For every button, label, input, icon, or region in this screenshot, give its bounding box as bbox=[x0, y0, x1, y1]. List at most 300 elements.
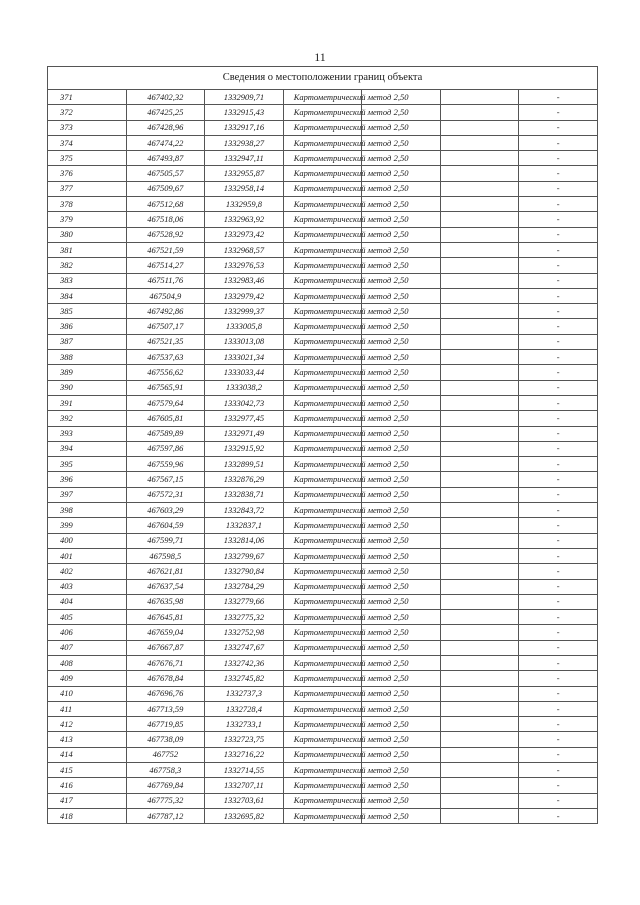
method-cell: Картометрический метод bbox=[283, 105, 362, 120]
empty-cell-cell bbox=[440, 350, 519, 365]
table-row bbox=[48, 594, 598, 609]
table-row bbox=[48, 304, 598, 319]
empty-cell-cell bbox=[440, 151, 519, 166]
empty-cell-cell bbox=[440, 671, 519, 686]
table-body bbox=[48, 67, 598, 824]
method-cell: Картометрический метод bbox=[283, 90, 362, 105]
point-number-cell: 387 bbox=[48, 334, 127, 349]
precision-cell: 2,50 bbox=[362, 90, 441, 105]
note-cell: - bbox=[519, 319, 598, 334]
precision-cell: 2,50 bbox=[362, 120, 441, 135]
point-number-cell: 378 bbox=[48, 197, 127, 212]
coord-x-cell: 467511,76 bbox=[126, 273, 205, 288]
precision-cell: 2,50 bbox=[362, 426, 441, 441]
method-cell: Картометрический метод bbox=[283, 457, 362, 472]
empty-cell-cell bbox=[440, 304, 519, 319]
empty-cell-cell bbox=[440, 365, 519, 380]
coord-y-cell: 1332775,32 bbox=[205, 610, 284, 625]
method-cell: Картометрический метод bbox=[283, 365, 362, 380]
note-cell: - bbox=[519, 380, 598, 395]
table-row bbox=[48, 411, 598, 426]
coord-x-cell: 467678,84 bbox=[126, 671, 205, 686]
table-row bbox=[48, 625, 598, 640]
empty-cell-cell bbox=[440, 227, 519, 242]
note-cell: - bbox=[519, 564, 598, 579]
empty-cell-cell bbox=[440, 717, 519, 732]
note-cell: - bbox=[519, 304, 598, 319]
empty-cell-cell bbox=[440, 273, 519, 288]
table-row bbox=[48, 610, 598, 625]
coord-y-cell: 1332843,72 bbox=[205, 503, 284, 518]
note-cell: - bbox=[519, 579, 598, 594]
precision-cell: 2,50 bbox=[362, 288, 441, 303]
coord-y-cell: 1332983,46 bbox=[205, 273, 284, 288]
precision-cell: 2,50 bbox=[362, 594, 441, 609]
precision-cell: 2,50 bbox=[362, 411, 441, 426]
coord-y-cell: 1332963,92 bbox=[205, 212, 284, 227]
note-cell: - bbox=[519, 487, 598, 502]
empty-cell-cell bbox=[440, 319, 519, 334]
method-cell: Картометрический метод bbox=[283, 548, 362, 563]
method-cell: Картометрический метод bbox=[283, 288, 362, 303]
empty-cell-cell bbox=[440, 763, 519, 778]
coord-x-cell: 467758,3 bbox=[126, 763, 205, 778]
precision-cell: 2,50 bbox=[362, 548, 441, 563]
method-cell: Картометрический метод bbox=[283, 304, 362, 319]
precision-cell: 2,50 bbox=[362, 441, 441, 456]
point-number-cell: 397 bbox=[48, 487, 127, 502]
method-cell: Картометрический метод bbox=[283, 411, 362, 426]
empty-cell-cell bbox=[440, 120, 519, 135]
method-cell: Картометрический метод bbox=[283, 273, 362, 288]
method-cell: Картометрический метод bbox=[283, 242, 362, 257]
coord-x-cell: 467645,81 bbox=[126, 610, 205, 625]
empty-cell-cell bbox=[440, 472, 519, 487]
method-cell: Картометрический метод bbox=[283, 701, 362, 716]
table-row bbox=[48, 457, 598, 472]
table-row bbox=[48, 640, 598, 655]
point-number-cell: 376 bbox=[48, 166, 127, 181]
coord-x-cell: 467474,22 bbox=[126, 135, 205, 150]
coord-x-cell: 467676,71 bbox=[126, 655, 205, 670]
coord-y-cell: 1333038,2 bbox=[205, 380, 284, 395]
precision-cell: 2,50 bbox=[362, 319, 441, 334]
page-number: 11 bbox=[314, 50, 326, 64]
method-cell: Картометрический метод bbox=[283, 778, 362, 793]
note-cell: - bbox=[519, 594, 598, 609]
coord-y-cell: 1332737,3 bbox=[205, 686, 284, 701]
point-number-cell: 403 bbox=[48, 579, 127, 594]
method-cell: Картометрический метод bbox=[283, 120, 362, 135]
note-cell: - bbox=[519, 365, 598, 380]
method-cell: Картометрический метод bbox=[283, 518, 362, 533]
precision-cell: 2,50 bbox=[362, 655, 441, 670]
coord-y-cell: 1332959,8 bbox=[205, 197, 284, 212]
coord-x-cell: 467579,64 bbox=[126, 395, 205, 410]
empty-cell-cell bbox=[440, 457, 519, 472]
table-row bbox=[48, 273, 598, 288]
table-row bbox=[48, 763, 598, 778]
table-row bbox=[48, 181, 598, 196]
precision-cell: 2,50 bbox=[362, 686, 441, 701]
note-cell: - bbox=[519, 227, 598, 242]
coord-y-cell: 1332915,43 bbox=[205, 105, 284, 120]
precision-cell: 2,50 bbox=[362, 793, 441, 808]
note-cell: - bbox=[519, 181, 598, 196]
note-cell: - bbox=[519, 350, 598, 365]
note-cell: - bbox=[519, 671, 598, 686]
note-cell: - bbox=[519, 457, 598, 472]
note-cell: - bbox=[519, 441, 598, 456]
note-cell: - bbox=[519, 395, 598, 410]
empty-cell-cell bbox=[440, 747, 519, 762]
table-row bbox=[48, 395, 598, 410]
method-cell: Картометрический метод bbox=[283, 579, 362, 594]
precision-cell: 2,50 bbox=[362, 242, 441, 257]
note-cell: - bbox=[519, 426, 598, 441]
point-number-cell: 379 bbox=[48, 212, 127, 227]
coord-y-cell: 1332971,49 bbox=[205, 426, 284, 441]
coord-x-cell: 467637,54 bbox=[126, 579, 205, 594]
empty-cell-cell bbox=[440, 426, 519, 441]
point-number-cell: 407 bbox=[48, 640, 127, 655]
precision-cell: 2,50 bbox=[362, 258, 441, 273]
coord-y-cell: 1332876,29 bbox=[205, 472, 284, 487]
table-row bbox=[48, 548, 598, 563]
point-number-cell: 380 bbox=[48, 227, 127, 242]
precision-cell: 2,50 bbox=[362, 334, 441, 349]
note-cell: - bbox=[519, 655, 598, 670]
coord-x-cell: 467599,71 bbox=[126, 533, 205, 548]
point-number-cell: 411 bbox=[48, 701, 127, 716]
table-row bbox=[48, 808, 598, 823]
precision-cell: 2,50 bbox=[362, 640, 441, 655]
table-row bbox=[48, 227, 598, 242]
table-row bbox=[48, 319, 598, 334]
coord-y-cell: 1333033,44 bbox=[205, 365, 284, 380]
empty-cell-cell bbox=[440, 610, 519, 625]
empty-cell-cell bbox=[440, 640, 519, 655]
coord-x-cell: 467597,86 bbox=[126, 441, 205, 456]
precision-cell: 2,50 bbox=[362, 350, 441, 365]
method-cell: Картометрический метод bbox=[283, 350, 362, 365]
precision-cell: 2,50 bbox=[362, 701, 441, 716]
table-row bbox=[48, 533, 598, 548]
coord-y-cell: 1332999,37 bbox=[205, 304, 284, 319]
point-number-cell: 383 bbox=[48, 273, 127, 288]
coord-y-cell: 1332837,1 bbox=[205, 518, 284, 533]
method-cell: Картометрический метод bbox=[283, 732, 362, 747]
coord-y-cell: 1332733,1 bbox=[205, 717, 284, 732]
method-cell: Картометрический метод bbox=[283, 334, 362, 349]
empty-cell-cell bbox=[440, 197, 519, 212]
note-cell: - bbox=[519, 472, 598, 487]
point-number-cell: 417 bbox=[48, 793, 127, 808]
precision-cell: 2,50 bbox=[362, 151, 441, 166]
empty-cell-cell bbox=[440, 90, 519, 105]
coord-x-cell: 467556,62 bbox=[126, 365, 205, 380]
coord-y-cell: 1332742,36 bbox=[205, 655, 284, 670]
note-cell: - bbox=[519, 763, 598, 778]
method-cell: Картометрический метод bbox=[283, 181, 362, 196]
precision-cell: 2,50 bbox=[362, 610, 441, 625]
note-cell: - bbox=[519, 242, 598, 257]
table-row bbox=[48, 472, 598, 487]
point-number-cell: 414 bbox=[48, 747, 127, 762]
empty-cell-cell bbox=[440, 288, 519, 303]
precision-cell: 2,50 bbox=[362, 763, 441, 778]
coord-x-cell: 467713,59 bbox=[126, 701, 205, 716]
table-row bbox=[48, 151, 598, 166]
precision-cell: 2,50 bbox=[362, 197, 441, 212]
method-cell: Картометрический метод bbox=[283, 441, 362, 456]
table-row bbox=[48, 166, 598, 181]
coord-y-cell: 1332728,4 bbox=[205, 701, 284, 716]
table-row bbox=[48, 701, 598, 716]
method-cell: Картометрический метод bbox=[283, 625, 362, 640]
table-row bbox=[48, 793, 598, 808]
method-cell: Картометрический метод bbox=[283, 197, 362, 212]
note-cell: - bbox=[519, 533, 598, 548]
coord-y-cell: 1332968,57 bbox=[205, 242, 284, 257]
note-cell: - bbox=[519, 732, 598, 747]
empty-cell-cell bbox=[440, 548, 519, 563]
coord-y-cell: 1332947,11 bbox=[205, 151, 284, 166]
precision-cell: 2,50 bbox=[362, 304, 441, 319]
table-row bbox=[48, 503, 598, 518]
coord-x-cell: 467425,25 bbox=[126, 105, 205, 120]
precision-cell: 2,50 bbox=[362, 227, 441, 242]
method-cell: Картометрический метод bbox=[283, 564, 362, 579]
point-number-cell: 410 bbox=[48, 686, 127, 701]
note-cell: - bbox=[519, 747, 598, 762]
point-number-cell: 384 bbox=[48, 288, 127, 303]
table-row bbox=[48, 518, 598, 533]
point-number-cell: 401 bbox=[48, 548, 127, 563]
table-title-row bbox=[48, 67, 598, 90]
method-cell: Картометрический метод bbox=[283, 227, 362, 242]
method-cell: Картометрический метод bbox=[283, 610, 362, 625]
point-number-cell: 404 bbox=[48, 594, 127, 609]
empty-cell-cell bbox=[440, 258, 519, 273]
note-cell: - bbox=[519, 411, 598, 426]
coord-y-cell: 1332779,66 bbox=[205, 594, 284, 609]
precision-cell: 2,50 bbox=[362, 579, 441, 594]
coord-x-cell: 467572,31 bbox=[126, 487, 205, 502]
method-cell: Картометрический метод bbox=[283, 151, 362, 166]
table-row bbox=[48, 212, 598, 227]
coord-y-cell: 1332915,92 bbox=[205, 441, 284, 456]
coord-y-cell: 1332714,55 bbox=[205, 763, 284, 778]
coord-x-cell: 467521,35 bbox=[126, 334, 205, 349]
empty-cell-cell bbox=[440, 594, 519, 609]
empty-cell-cell bbox=[440, 334, 519, 349]
point-number-cell: 400 bbox=[48, 533, 127, 548]
method-cell: Картометрический метод bbox=[283, 319, 362, 334]
coord-x-cell: 467537,63 bbox=[126, 350, 205, 365]
coord-x-cell: 467509,67 bbox=[126, 181, 205, 196]
empty-cell-cell bbox=[440, 579, 519, 594]
note-cell: - bbox=[519, 625, 598, 640]
coord-x-cell: 467428,96 bbox=[126, 120, 205, 135]
coord-x-cell: 467402,32 bbox=[126, 90, 205, 105]
point-number-cell: 385 bbox=[48, 304, 127, 319]
point-number-cell: 402 bbox=[48, 564, 127, 579]
note-cell: - bbox=[519, 793, 598, 808]
note-cell: - bbox=[519, 197, 598, 212]
method-cell: Картометрический метод bbox=[283, 808, 362, 823]
note-cell: - bbox=[519, 808, 598, 823]
precision-cell: 2,50 bbox=[362, 717, 441, 732]
note-cell: - bbox=[519, 135, 598, 150]
note-cell: - bbox=[519, 701, 598, 716]
table-row bbox=[48, 135, 598, 150]
method-cell: Картометрический метод bbox=[283, 533, 362, 548]
method-cell: Картометрический метод bbox=[283, 212, 362, 227]
coord-y-cell: 1332799,67 bbox=[205, 548, 284, 563]
coord-x-cell: 467504,9 bbox=[126, 288, 205, 303]
note-cell: - bbox=[519, 686, 598, 701]
coord-x-cell: 467635,98 bbox=[126, 594, 205, 609]
precision-cell: 2,50 bbox=[362, 273, 441, 288]
empty-cell-cell bbox=[440, 732, 519, 747]
point-number-cell: 394 bbox=[48, 441, 127, 456]
point-number-cell: 388 bbox=[48, 350, 127, 365]
point-number-cell: 371 bbox=[48, 90, 127, 105]
coord-x-cell: 467769,84 bbox=[126, 778, 205, 793]
coord-x-cell: 467775,32 bbox=[126, 793, 205, 808]
point-number-cell: 405 bbox=[48, 610, 127, 625]
coord-x-cell: 467598,5 bbox=[126, 548, 205, 563]
method-cell: Картометрический метод bbox=[283, 686, 362, 701]
table-row bbox=[48, 380, 598, 395]
coord-x-cell: 467659,04 bbox=[126, 625, 205, 640]
note-cell: - bbox=[519, 334, 598, 349]
coord-y-cell: 1332899,51 bbox=[205, 457, 284, 472]
point-number-cell: 416 bbox=[48, 778, 127, 793]
method-cell: Картометрический метод bbox=[283, 717, 362, 732]
note-cell: - bbox=[519, 166, 598, 181]
coord-x-cell: 467492,86 bbox=[126, 304, 205, 319]
coord-x-cell: 467604,59 bbox=[126, 518, 205, 533]
precision-cell: 2,50 bbox=[362, 503, 441, 518]
empty-cell-cell bbox=[440, 441, 519, 456]
point-number-cell: 418 bbox=[48, 808, 127, 823]
note-cell: - bbox=[519, 503, 598, 518]
precision-cell: 2,50 bbox=[362, 747, 441, 762]
coord-x-cell: 467507,17 bbox=[126, 319, 205, 334]
point-number-cell: 389 bbox=[48, 365, 127, 380]
method-cell: Картометрический метод bbox=[283, 503, 362, 518]
precision-cell: 2,50 bbox=[362, 518, 441, 533]
note-cell: - bbox=[519, 273, 598, 288]
coord-y-cell: 1332814,06 bbox=[205, 533, 284, 548]
coord-x-cell: 467738,09 bbox=[126, 732, 205, 747]
table-row bbox=[48, 717, 598, 732]
empty-cell-cell bbox=[440, 625, 519, 640]
table-row bbox=[48, 426, 598, 441]
coord-x-cell: 467505,57 bbox=[126, 166, 205, 181]
empty-cell-cell bbox=[440, 181, 519, 196]
precision-cell: 2,50 bbox=[362, 135, 441, 150]
coord-y-cell: 1332745,82 bbox=[205, 671, 284, 686]
coord-y-cell: 1332977,45 bbox=[205, 411, 284, 426]
coord-x-cell: 467603,29 bbox=[126, 503, 205, 518]
point-number-cell: 382 bbox=[48, 258, 127, 273]
note-cell: - bbox=[519, 151, 598, 166]
coord-x-cell: 467719,85 bbox=[126, 717, 205, 732]
coord-y-cell: 1332723,75 bbox=[205, 732, 284, 747]
empty-cell-cell bbox=[440, 533, 519, 548]
note-cell: - bbox=[519, 548, 598, 563]
note-cell: - bbox=[519, 105, 598, 120]
coord-x-cell: 467514,27 bbox=[126, 258, 205, 273]
note-cell: - bbox=[519, 717, 598, 732]
point-number-cell: 406 bbox=[48, 625, 127, 640]
coord-x-cell: 467787,12 bbox=[126, 808, 205, 823]
point-number-cell: 399 bbox=[48, 518, 127, 533]
method-cell: Картометрический метод bbox=[283, 487, 362, 502]
coord-x-cell: 467696,76 bbox=[126, 686, 205, 701]
coord-x-cell: 467512,68 bbox=[126, 197, 205, 212]
coord-y-cell: 1332917,16 bbox=[205, 120, 284, 135]
coord-y-cell: 1332747,67 bbox=[205, 640, 284, 655]
empty-cell-cell bbox=[440, 242, 519, 257]
precision-cell: 2,50 bbox=[362, 105, 441, 120]
empty-cell-cell bbox=[440, 701, 519, 716]
method-cell: Картометрический метод bbox=[283, 655, 362, 670]
empty-cell-cell bbox=[440, 135, 519, 150]
coord-y-cell: 1332784,29 bbox=[205, 579, 284, 594]
coord-y-cell: 1333042,73 bbox=[205, 395, 284, 410]
note-cell: - bbox=[519, 640, 598, 655]
empty-cell-cell bbox=[440, 564, 519, 579]
empty-cell-cell bbox=[440, 212, 519, 227]
coord-x-cell: 467521,59 bbox=[126, 242, 205, 257]
table-row bbox=[48, 655, 598, 670]
coord-y-cell: 1332979,42 bbox=[205, 288, 284, 303]
empty-cell-cell bbox=[440, 395, 519, 410]
precision-cell: 2,50 bbox=[362, 472, 441, 487]
precision-cell: 2,50 bbox=[362, 212, 441, 227]
coord-x-cell: 467493,87 bbox=[126, 151, 205, 166]
table-row bbox=[48, 778, 598, 793]
method-cell: Картометрический метод bbox=[283, 763, 362, 778]
point-number-cell: 390 bbox=[48, 380, 127, 395]
method-cell: Картометрический метод bbox=[283, 166, 362, 181]
method-cell: Картометрический метод bbox=[283, 380, 362, 395]
coord-x-cell: 467621,81 bbox=[126, 564, 205, 579]
coord-x-cell: 467752 bbox=[126, 747, 205, 762]
table-row bbox=[48, 747, 598, 762]
table-row bbox=[48, 365, 598, 380]
note-cell: - bbox=[519, 778, 598, 793]
table-row bbox=[48, 487, 598, 502]
table-row bbox=[48, 242, 598, 257]
point-number-cell: 373 bbox=[48, 120, 127, 135]
empty-cell-cell bbox=[440, 808, 519, 823]
coord-y-cell: 1333013,08 bbox=[205, 334, 284, 349]
table-row bbox=[48, 105, 598, 120]
precision-cell: 2,50 bbox=[362, 365, 441, 380]
coord-y-cell: 1332838,71 bbox=[205, 487, 284, 502]
precision-cell: 2,50 bbox=[362, 457, 441, 472]
note-cell: - bbox=[519, 518, 598, 533]
coord-x-cell: 467559,96 bbox=[126, 457, 205, 472]
table-row bbox=[48, 579, 598, 594]
coord-x-cell: 467667,87 bbox=[126, 640, 205, 655]
method-cell: Картометрический метод bbox=[283, 640, 362, 655]
